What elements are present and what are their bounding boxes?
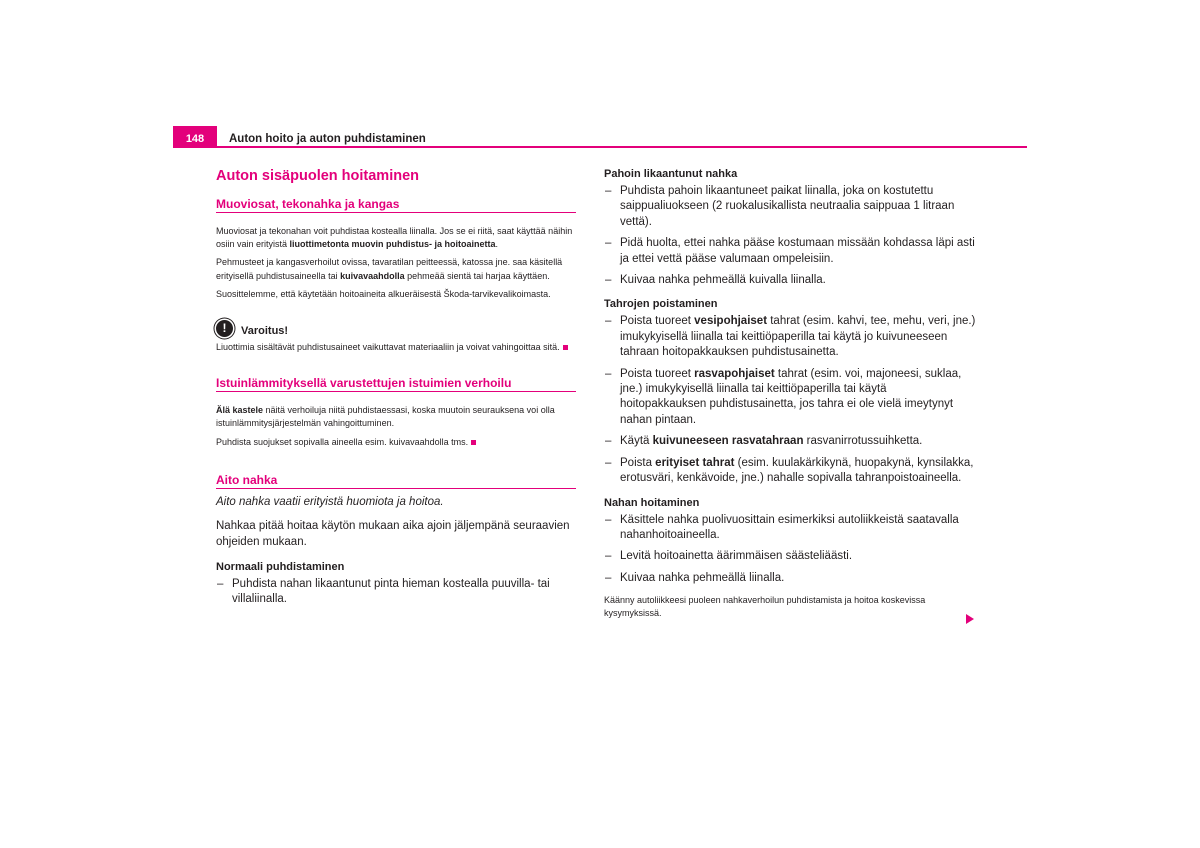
list-item: – Pidä huolta, ettei nahka pääse kostumaan missään kohdassa läpi asti ja ettei vettä pääse valumaan ompeleisiin. bbox=[604, 236, 976, 267]
next-page-arrow-icon bbox=[966, 614, 974, 624]
header-rule bbox=[217, 146, 1027, 148]
heading-plastics: Muoviosat, tekonahka ja kangas bbox=[216, 197, 576, 213]
plastics-paragraph-3: Suosittelemme, että käytetään hoitoaineita alkueräisestä Škoda-tarvikevalikoimasta. bbox=[216, 288, 551, 299]
end-marker-icon bbox=[563, 345, 568, 350]
list-item: – Kuivaa nahka pehmeällä liinalla. bbox=[604, 571, 976, 586]
plastics-paragraph-2 bbox=[216, 256, 576, 282]
chapter-title: Auton hoito ja auton puhdistaminen bbox=[229, 133, 426, 145]
warning-title: Varoitus! bbox=[241, 325, 289, 338]
emphasis: liuottimetonta muovin puhdistus- ja hoitoainetta bbox=[289, 239, 496, 250]
text: . bbox=[495, 239, 499, 250]
list-item: – Käsittele nahka puolivuosittain esimerkiksi autoliikkeistä saatavalla nahanhoitoaineella. bbox=[604, 513, 976, 544]
list-item bbox=[604, 434, 976, 449]
dirty-leather-list bbox=[604, 184, 976, 288]
warning-icon: ! bbox=[216, 320, 233, 337]
text: pehmeää sientä tai harjaa käyttäen. bbox=[404, 270, 550, 281]
page-header bbox=[173, 126, 1027, 148]
plastics-paragraph-1 bbox=[216, 225, 576, 251]
text: tahrat (esim. kahvi, tee, mehu, veri, jne.) imukykyisellä liinalla tai keittiöpaperilla tai käytä jo kuivuneeseen tahraan hoitopakkauksen puhdistusainetta. bbox=[620, 315, 976, 359]
subheading-normal-cleaning: Normaali puhdistaminen bbox=[216, 560, 345, 573]
page-number: 148 bbox=[173, 126, 217, 148]
warning-box bbox=[216, 319, 576, 354]
leather-intro: Aito nahka vaatii erityistä huomiota ja hoitoa. bbox=[216, 495, 444, 508]
text: (esim. kuulakärkikynä, huopakynä, kynsilakka, erotusväri, kenkävoide, jne.) nahalle sopivalla tahranpoistoaineella. bbox=[620, 456, 974, 485]
emphasis: kuivuneeseen rasvatahraan bbox=[652, 435, 804, 448]
text: Pehmusteet ja kangasverhoilut ovissa, tavaratilan peitteessä, katossa jne. saa käsitellä erityisellä puhdistusaineella tai bbox=[216, 257, 563, 281]
list-item: – Puhdista nahan likaantunut pinta hieman kostealla puuvilla- tai villaliinalla. bbox=[216, 577, 576, 608]
heading-leather: Aito nahka bbox=[216, 473, 576, 489]
list-item bbox=[604, 314, 976, 360]
list-item bbox=[604, 367, 976, 429]
section-title: Auton sisäpuolen hoitaminen bbox=[216, 168, 420, 184]
text: näitä verhoiluja niitä puhdistaessasi, koska muutoin seurauksena voi olla istuinlämmitysjärjestelmän vahingoittuminen. bbox=[216, 405, 555, 429]
text: Käytä bbox=[620, 435, 653, 448]
list-item: – Levitä hoitoainetta äärimmäisen säästeliäästi. bbox=[604, 549, 976, 564]
warning-header bbox=[216, 319, 576, 337]
seat-paragraph-2 bbox=[216, 436, 576, 449]
text: Poista tuoreet bbox=[620, 367, 695, 380]
normal-cleaning-list bbox=[216, 577, 576, 608]
text: Liuottimia sisältävät puhdistusaineet vaikuttavat materiaaliin ja voivat vahingoittaa sitä. bbox=[216, 342, 560, 353]
text: Poista bbox=[620, 456, 656, 469]
right-column bbox=[604, 168, 976, 626]
emphasis: erityiset tahrat bbox=[655, 456, 735, 469]
emphasis: vesipohjaiset bbox=[694, 315, 768, 328]
list-item: – Puhdista pahoin likaantuneet paikat liinalla, joka on kostutettu saippualiuokseen (2 ruokalusikallista neutraalia saippuaa 1 litraan vettä). bbox=[604, 184, 976, 230]
subheading-stain-removal: Tahrojen poistaminen bbox=[604, 298, 718, 311]
seat-paragraph-1 bbox=[216, 404, 576, 430]
emphasis: rasvapohjaiset bbox=[694, 367, 775, 380]
list-item bbox=[604, 456, 976, 487]
left-column bbox=[216, 168, 576, 614]
subheading-leather-care: Nahan hoitaminen bbox=[604, 496, 700, 509]
warning-text bbox=[216, 341, 576, 354]
text: tahrat (esim. voi, majoneesi, suklaa, jne.) imukykyisellä liinalla tai keittiöpaperilla tai käytä hoitopakkauksen puhdistusainetta, jos tahra ei ole vielä imeytynyt nahan pintaan. bbox=[620, 367, 962, 426]
text: Poista tuoreet bbox=[620, 315, 695, 328]
emphasis: kuivavaahdolla bbox=[340, 270, 405, 281]
text: Puhdista suojukset sopivalla aineella esim. kuivavaahdolla tms. bbox=[216, 436, 469, 447]
footnote: Käänny autoliikkeesi puoleen nahkaverhoilun puhdistamista ja hoitoa koskevissa kysymyksissä. bbox=[604, 595, 926, 619]
text: Muoviosat ja tekonahan voit puhdistaa kostealla liinalla. Jos se ei riitä, saat käyttää näihin osiin vain erityistä bbox=[216, 226, 573, 250]
stain-removal-list bbox=[604, 314, 976, 486]
subheading-dirty-leather: Pahoin likaantunut nahka bbox=[604, 168, 738, 180]
list-item: – Kuivaa nahka pehmeällä kuivalla liinalla. bbox=[604, 273, 976, 288]
text: rasvanirrotussuihketta. bbox=[803, 435, 923, 448]
heading-seat-heating: Istuinlämmityksellä varustettujen istuimien verhoilu bbox=[216, 376, 576, 392]
leather-paragraph: Nahkaa pitää hoitaa käytön mukaan aika ajoin jäljempänä seuraavien ohjeiden mukaan. bbox=[216, 519, 570, 548]
emphasis: Älä kastele bbox=[216, 405, 264, 416]
end-marker-icon bbox=[471, 440, 476, 445]
leather-care-list bbox=[604, 513, 976, 587]
